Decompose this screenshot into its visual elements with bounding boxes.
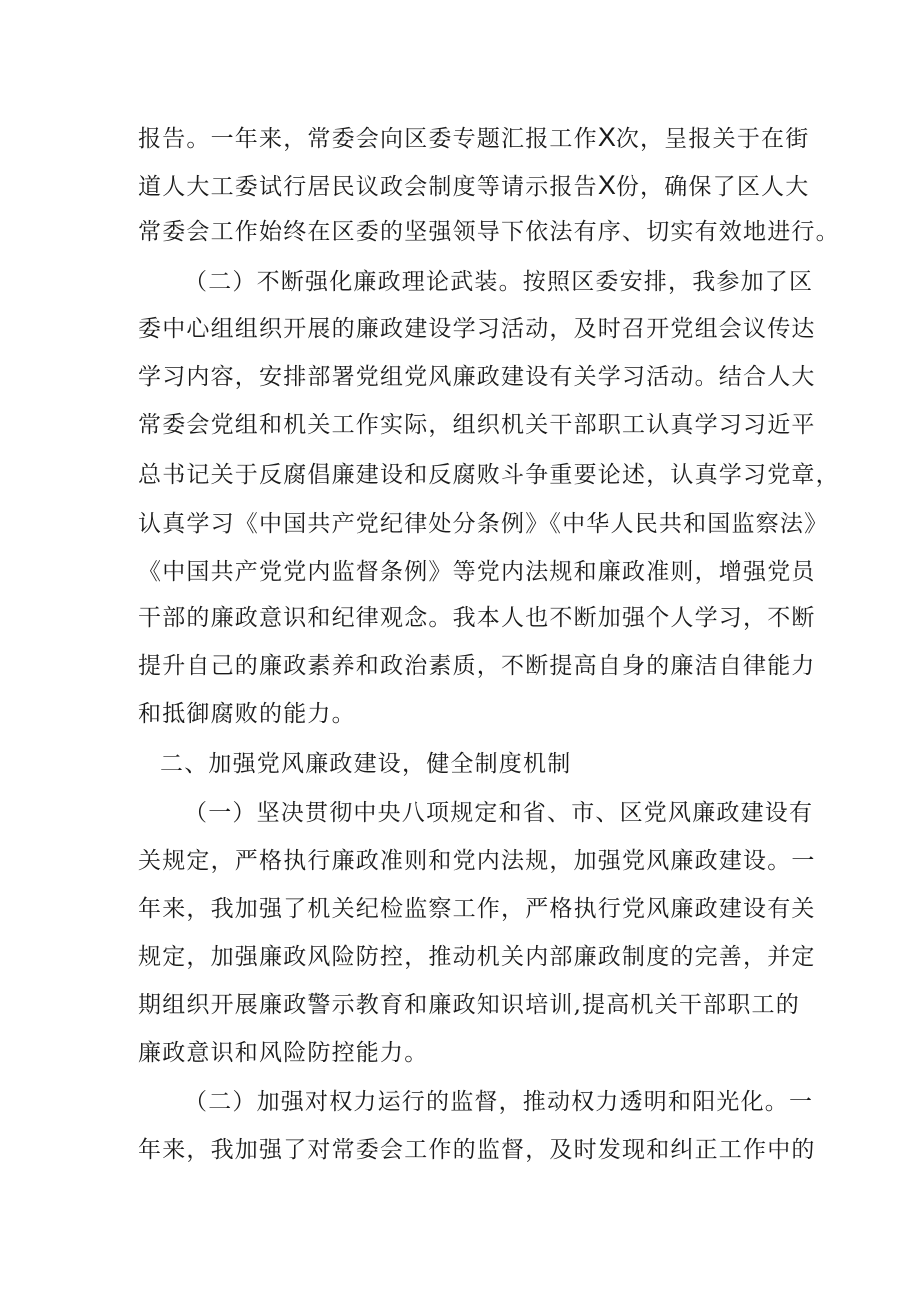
text-line: 年来，我加强了对常委会工作的监督，及时发现和纠正工作中的	[138, 1137, 816, 1163]
section-heading: 二、加强党风廉政建设，健全制度机制	[160, 751, 572, 777]
text-line: 委中心组组织开展的廉政建设学习活动，及时召开党组会议传达	[138, 316, 816, 342]
text-line: 学习内容，安排部署党组党风廉政建设有关学习活动。结合人大	[138, 364, 816, 390]
text-line: 年来，我加强了机关纪检监察工作，严格执行党风廉政建设有关	[138, 896, 816, 922]
paragraph-start: （一）坚决贯彻中央八项规定和省、市、区党风廉政建设有	[184, 800, 814, 826]
paragraph-start: （二）不断强化廉政理论武装。按照区委安排，我参加了区	[184, 269, 814, 295]
text-line: 总书记关于反腐倡廉建设和反腐败斗争重要论述，认真学习党章，	[138, 462, 840, 488]
text-line: 《中国共产党党内监督条例》等党内法规和廉政准则，增强党员	[138, 559, 816, 585]
text-line: 规定，加强廉政风险防控，推动机关内部廉政制度的完善，并定	[138, 944, 816, 970]
text-line: 常委会工作始终在区委的坚强领导下依法有序、切实有效地进行。	[138, 219, 840, 245]
text-line: 期组织开展廉政警示教育和廉政知识培训,提高机关干部职工的	[138, 992, 800, 1018]
text-line: 常委会党组和机关工作实际，组织机关干部职工认真学习习近平	[138, 412, 816, 438]
text-line: 提升自己的廉政素养和政治素质，不断提高自身的廉洁自律能力	[138, 653, 816, 679]
text-line: 报告。一年来，常委会向区委专题汇报工作X次，呈报关于在街	[138, 122, 810, 152]
text-line: 道人大工委试行居民议政会制度等请示报告X份，确保了区人大	[138, 170, 810, 200]
text-line: 认真学习《中国共产党纪律处分条例》《中华人民共和国监察法》	[138, 511, 829, 537]
placeholder-x: X	[597, 122, 616, 152]
text-line: 关规定，严格执行廉政准则和党内法规，加强党风廉政建设。一	[138, 848, 816, 874]
paragraph-start: （二）加强对权力运行的监督，推动权力透明和阳光化。一	[184, 1089, 814, 1115]
text-line: 廉政意识和风险防控能力。	[138, 1040, 429, 1066]
text-line: 和抵御腐败的能力。	[138, 701, 356, 727]
placeholder-x: X	[597, 170, 616, 200]
text-line: 干部的廉政意识和纪律观念。我本人也不断加强个人学习，不断	[138, 605, 816, 631]
